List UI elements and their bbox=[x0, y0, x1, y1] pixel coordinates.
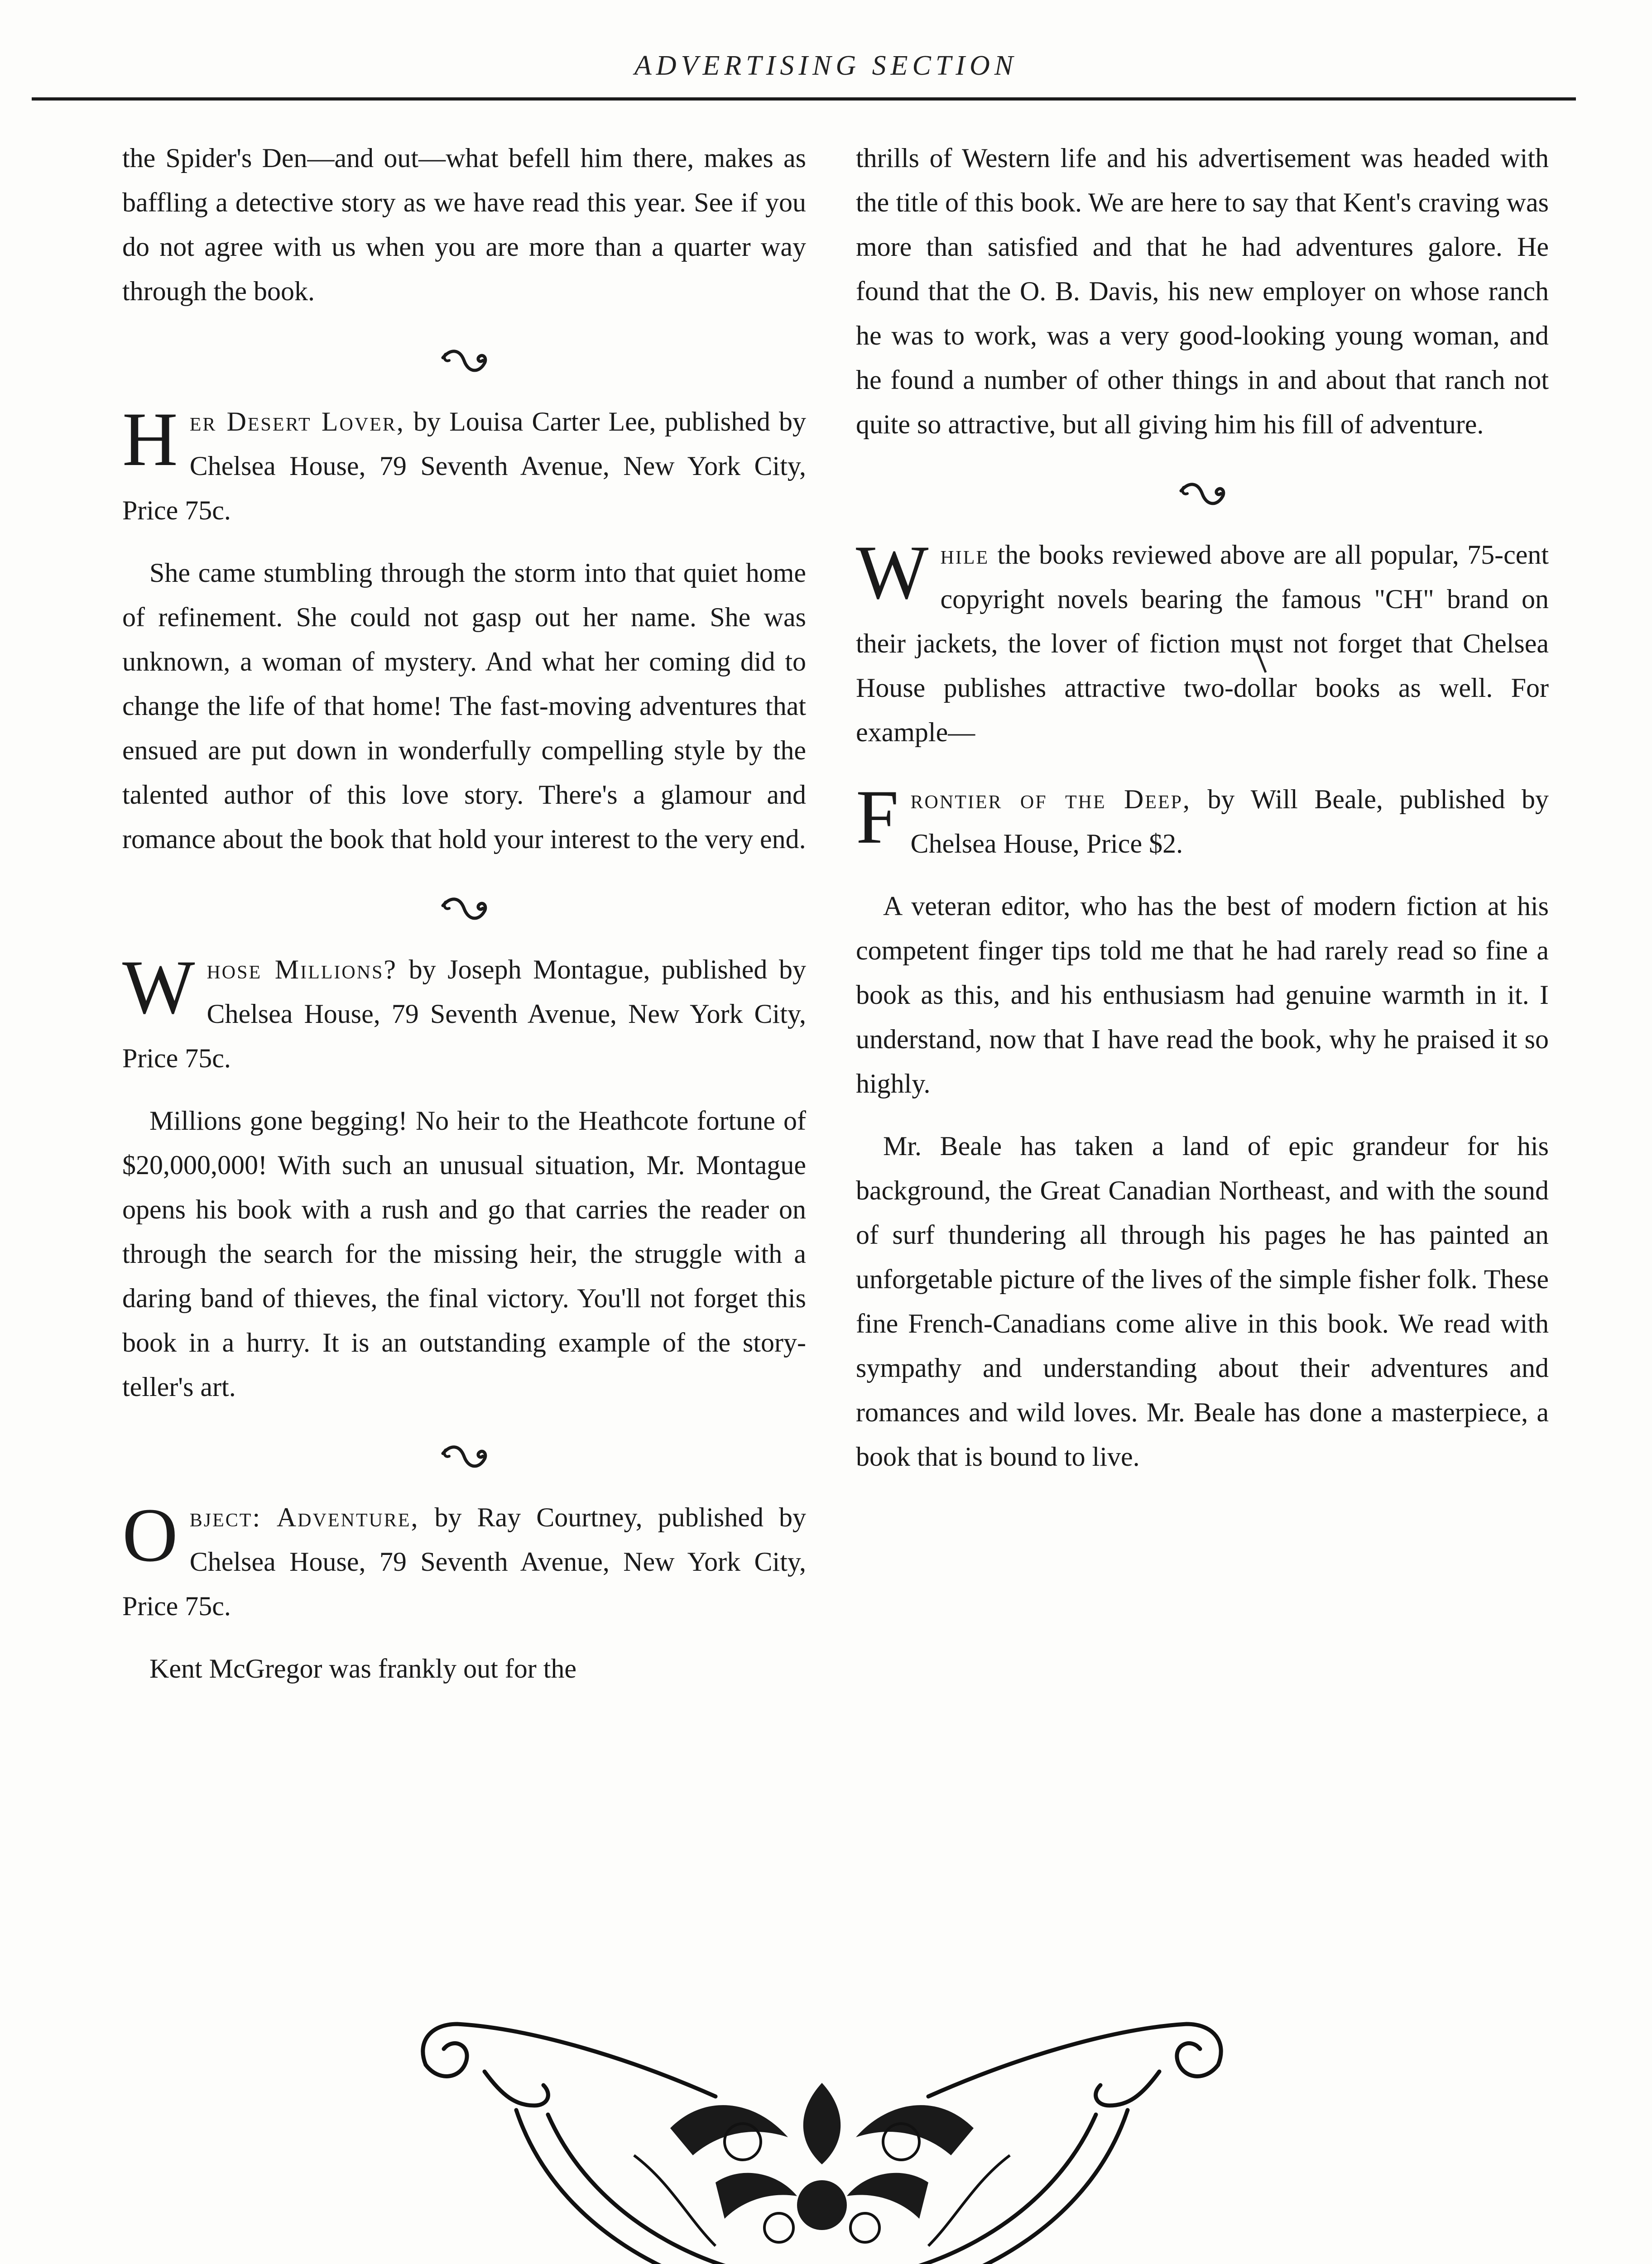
book-entry-whose-millions bbox=[122, 947, 806, 1080]
book-review-text: She came stumbling through the storm into that quiet home of refinement. She could not gasp out her name. She was unknown, a woman of mystery. And what her coming did to change the life of that home! The fast-moving adventures that ensued are put down in wonderfully compelling style by the talented author of this love story. There's a glamour and romance about the book that hold your interest to the very end. bbox=[122, 558, 806, 854]
left-column bbox=[122, 136, 806, 1691]
drop-cap: H bbox=[122, 397, 178, 482]
flourish-divider bbox=[122, 893, 806, 934]
book-title: er Desert Lover, bbox=[189, 407, 405, 436]
flourish-divider bbox=[856, 478, 1549, 519]
header-rule bbox=[32, 97, 1576, 101]
book-meta: by Joseph Montague, published by Chelsea House, 79 Seventh Avenue, New York City, Price 75c. bbox=[122, 955, 807, 1073]
drop-cap: W bbox=[856, 530, 929, 615]
book-entry-her-desert-lover bbox=[122, 399, 806, 532]
drop-cap: F bbox=[856, 774, 899, 859]
stray-mark-icon bbox=[1254, 648, 1268, 675]
while-paragraph bbox=[856, 532, 1549, 754]
book-meta: by Will Beale, published by Chelsea House, Price $2. bbox=[910, 784, 1549, 859]
lead-word: hile bbox=[940, 540, 989, 570]
book-review-text: Millions gone begging! No heir to the Heathcote fortune of $20,000,000! With such an unusual situation, Mr. Montague opens his book with a rush and go that carries the reader on through the search for the missing heir, the struggle with a daring band of thieves, the final victory. You'll not forget this book in a hurry. It is an outstanding example of the story-teller's art. bbox=[122, 1106, 806, 1402]
floral-bowl-ornament-icon bbox=[399, 1992, 1245, 2264]
book-review-text: A veteran editor, who has the best of modern fiction at his competent finger tips told me that he had rarely read so fine a book as this, and his enthusiasm had genuine warmth in it. I understand, now that I have read the book, why he praised it so highly. bbox=[856, 891, 1549, 1098]
book-review-text: Mr. Beale has taken a land of epic grandeur for his background, the Great Canadian Northeast, and with the sound of surf thundering all through his pages he has painted an unforgetable picture of the lives of the simple fisher folk. These fine French-Canadians come alive in this book. We read with sympathy and understanding about their adventures and romances and wild loves. Mr. Beale has done a masterpiece, a book that is bound to live. bbox=[856, 1131, 1549, 1472]
continued-paragraph: thrills of Western life and his advertisement was headed with the title of this book. We are here to say that Kent's craving was more than satisfied and that he had adventures galore. He found that the O. B. Davis, his new employer on whose ranch he was to work, was a very good-looking young woman, and he found a number of other things in and about that ranch not quite so attractive, but all giving him his fill of adventure. bbox=[856, 143, 1549, 439]
flourish-divider bbox=[122, 345, 806, 386]
section-header: ADVERTISING SECTION bbox=[634, 50, 1018, 81]
book-entry-frontier-of-the-deep bbox=[856, 774, 1549, 866]
flourish-icon bbox=[439, 893, 489, 925]
book-title: hose Millions? bbox=[206, 955, 398, 984]
flourish-icon bbox=[439, 1441, 489, 1473]
book-title: bject: Adventure, bbox=[189, 1502, 419, 1532]
book-meta: by Ray Courtney, published by Chelsea House, 79 Seventh Avenue, New York City, Price 75c. bbox=[122, 1502, 806, 1621]
intro-paragraph: the Spider's Den—and out—what befell him there, makes as baffling a detective story as we have read this year. See if you do not agree with us when you are more than a quarter way through the book. bbox=[122, 143, 806, 306]
flourish-icon bbox=[439, 345, 489, 377]
paragraph-text: the books reviewed above are all popular, 75-cent copyright novels bearing the famous "CH" brand on their jackets, the lover of fiction must not forget that Chelsea House publishes attractive two-dollar books as well. For example— bbox=[856, 540, 1549, 747]
drop-cap: W bbox=[122, 945, 195, 1030]
flourish-divider bbox=[122, 1441, 806, 1482]
drop-cap: O bbox=[122, 1492, 178, 1578]
book-entry-object-adventure bbox=[122, 1492, 806, 1628]
book-review-text: Kent McGregor was frankly out for the bbox=[149, 1654, 577, 1684]
right-column bbox=[856, 136, 1549, 1479]
flourish-icon bbox=[1177, 478, 1227, 510]
book-title: rontier of the Deep, bbox=[910, 784, 1191, 814]
book-meta: by Louisa Carter Lee, published by Chelsea House, 79 Seventh Avenue, New York City, Price 75c. bbox=[122, 407, 807, 525]
